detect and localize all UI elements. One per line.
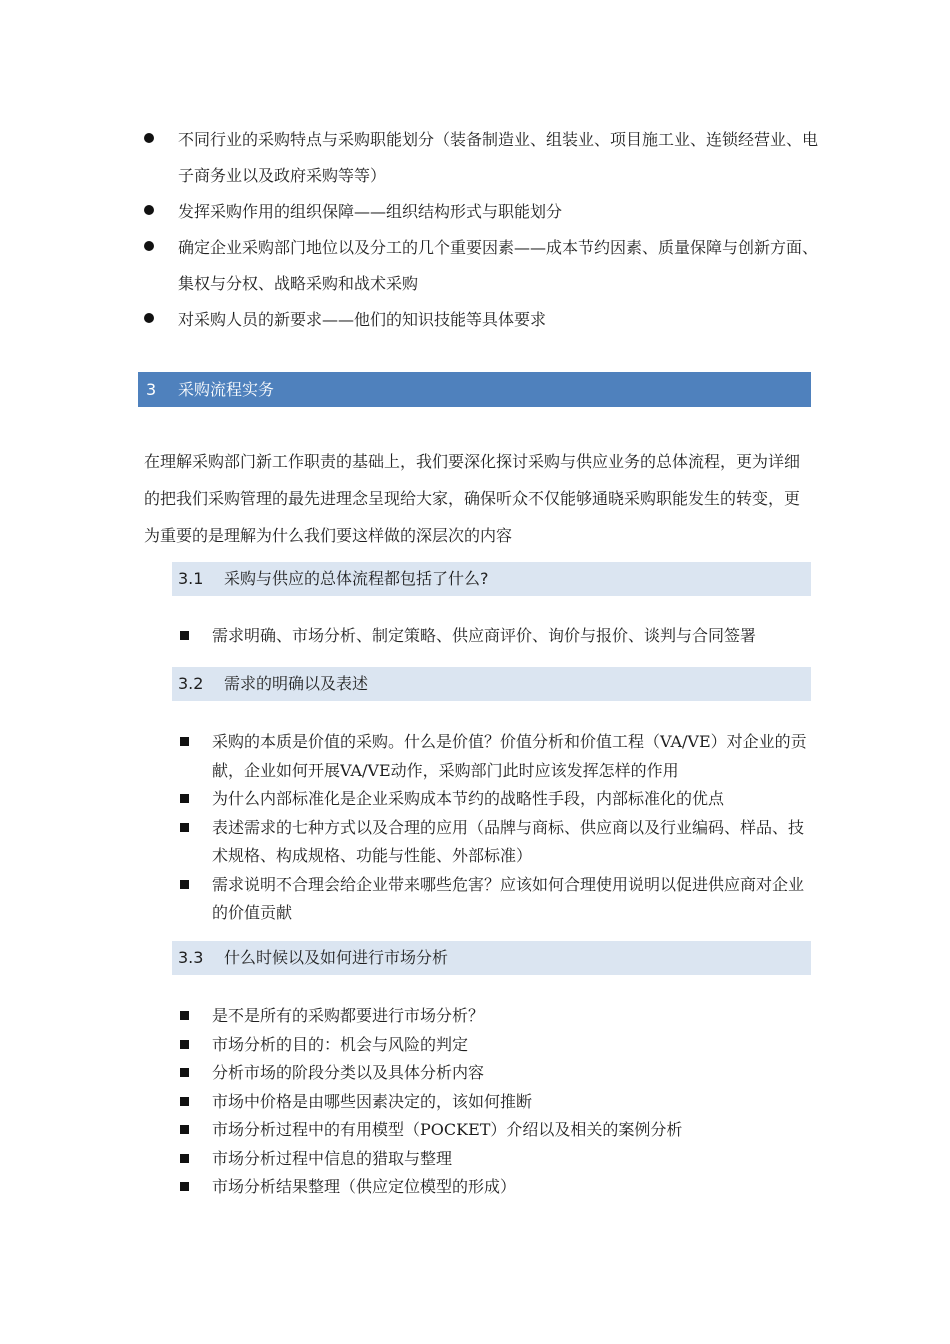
list-item [178,1059,818,1088]
bullet-square-icon [180,631,189,640]
list-item [178,1002,818,1031]
list-item [178,1088,818,1117]
intro-paragraph: 在理解采购部门新工作职责的基础上，我们要深化探讨采购与供应业务的总体流程，更为详细的把我们采购管理的最先进理念呈现给大家，确保听众不仅能够通晓采购职能发生的转变，更为重要的是理解为什么我们要这样做的深层次的内容 [144,452,801,545]
subsection-heading [172,562,811,596]
subsection-title: 什么时候以及如何进行市场分析 [224,948,449,967]
list-item [178,814,818,871]
list-item-text: 市场分析过程中的有用模型（POCKET）介绍以及相关的案例分析 [212,1120,683,1139]
subsection-list [178,728,818,928]
section-number: 3 [146,380,157,399]
bullet-square-icon [180,737,189,746]
list-item [178,728,818,785]
bullet-square-icon [180,1182,189,1191]
list-item-text: 为什么内部标准化是企业采购成本节约的战略性手段，内部标准化的优点 [212,789,725,808]
subsection-heading [172,667,811,701]
bullet-square-icon [180,1068,189,1077]
list-item-text: 表述需求的七种方式以及合理的应用（品牌与商标、供应商以及行业编码、样品、技术规格、构成规格、功能与性能、外部标准） [212,817,805,865]
section-title: 采购流程实务 [178,380,275,399]
list-item-text: 需求说明不合理会给企业带来哪些危害？应该如何合理使用说明以促进供应商对企业的价值贡献 [212,874,805,922]
list-item [178,871,818,928]
list-item [142,302,822,338]
bullet-dot-icon [144,313,154,323]
list-item [142,194,822,230]
list-item-text: 对采购人员的新要求——他们的知识技能等具体要求 [178,310,547,329]
list-item [142,230,822,302]
bullet-square-icon [180,1011,189,1020]
subsection-title: 需求的明确以及表述 [224,674,369,693]
list-item [178,1145,818,1174]
bullet-square-icon [180,1154,189,1163]
bullet-dot-icon [144,205,154,215]
list-item [178,1031,818,1060]
list-item [178,785,818,814]
subsection-number: 3.2 [178,674,204,693]
list-item-text: 市场中价格是由哪些因素决定的，该如何推断 [212,1091,533,1111]
subsection-list [178,1002,818,1202]
list-item [178,1116,818,1145]
list-item-text: 确定企业采购部门地位以及分工的几个重要因素——成本节约因素、质量保障与创新方面、集权与分权、战略采购和战术采购 [178,238,819,293]
subsection-number: 3.3 [178,948,204,967]
list-item-text: 发挥采购作用的组织保障——组织结构形式与职能划分 [178,202,563,221]
list-item-text: 不同行业的采购特点与采购职能划分（装备制造业、组装业、项目施工业、连锁经营业、电子商务业以及政府采购等等） [178,130,819,185]
list-item-text: 市场分析的目的：机会与风险的判定 [212,1034,469,1054]
list-item-text: 市场分析结果整理（供应定位模型的形成） [212,1177,517,1196]
list-item-text: 分析市场的阶段分类以及具体分析内容 [212,1063,485,1082]
bullet-square-icon [180,794,189,803]
list-item-text: 需求明确、市场分析、制定策略、供应商评价、询价与报价、谈判与合同签署 [212,626,757,645]
bullet-square-icon [180,1097,189,1106]
list-item [178,1173,818,1202]
section-heading [138,372,811,407]
subsection-title: 采购与供应的总体流程都包括了什么? [224,569,489,588]
subsection-number: 3.1 [178,569,204,588]
subsection-heading [172,941,811,975]
bullet-square-icon [180,823,189,832]
list-item-text: 市场分析过程中信息的猎取与整理 [212,1148,453,1168]
list-item [142,122,822,194]
list-item-text: 采购的本质是价值的采购。什么是价值？价值分析和价值工程（VA/VE）对企业的贡献，企业如何开展VA/VE动作，采购部门此时应该发挥怎样的作用 [212,732,807,780]
bullet-square-icon [180,880,189,889]
bullet-dot-icon [144,133,154,143]
list-item-text: 是不是所有的采购都要进行市场分析？ [212,1006,485,1025]
bullet-square-icon [180,1040,189,1049]
list-item [178,622,818,651]
bullet-dot-icon [144,241,154,251]
top-bullet-list [142,122,822,338]
subsection-list [178,622,818,651]
bullet-square-icon [180,1125,189,1134]
